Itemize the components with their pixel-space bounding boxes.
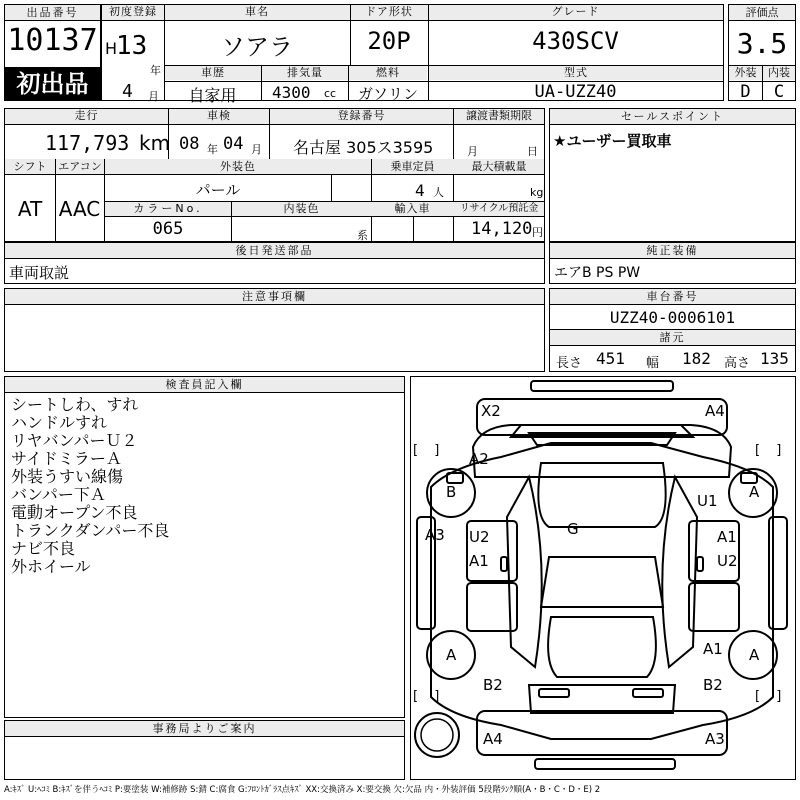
mark-u1: U1 — [697, 492, 718, 510]
capacity: 4 — [415, 181, 425, 200]
inspector-line: トランクダンパー不良 — [11, 521, 170, 540]
first-reg-month: 4 — [122, 81, 133, 102]
notes-label: 注意事項欄 — [5, 289, 544, 305]
chassis-label: 車台番号 — [550, 289, 795, 305]
plate-label: 登録番号 — [270, 109, 453, 123]
recycle-fee: 14,120 — [471, 219, 533, 239]
door-label: ドア形状 — [350, 5, 428, 19]
mark-a-rear-right: A — [749, 646, 760, 664]
mileage-unit: km — [139, 131, 171, 155]
notes-box — [4, 288, 545, 372]
mark-a2: A2 — [469, 450, 489, 468]
door-type: 20P — [367, 27, 411, 55]
equipment-label: 純正装備 — [550, 243, 795, 259]
first-reg-label: 初度登録 — [102, 5, 164, 19]
grade: 430SCV — [532, 27, 619, 55]
mark-a1-rear-right: A1 — [703, 640, 723, 658]
bracket-right-bottom: [ ] — [755, 689, 788, 704]
equipment-box — [549, 242, 796, 284]
mark-b2-left: B2 — [483, 676, 503, 694]
mileage: 117,793 — [45, 131, 130, 155]
mark-a3-rear: A3 — [705, 730, 725, 748]
score-box — [728, 4, 796, 101]
chassis-number: UZZ40-0006101 — [609, 308, 736, 327]
inspector-notes — [11, 396, 169, 576]
inspector-line: リヤバンパーＵ２ — [11, 431, 138, 450]
later-parts-label: 後日発送部品 — [5, 243, 544, 259]
grade-label: グレード — [428, 5, 723, 19]
height: 135 — [760, 349, 789, 368]
shift-label: シフト — [5, 160, 55, 174]
inspector-line: 外装うすい線傷 — [11, 467, 124, 486]
transfer-label: 譲渡書類期限 — [454, 109, 544, 123]
inspector-line: 電動オープン不良 — [11, 503, 138, 522]
width-label: 幅 — [646, 356, 660, 371]
ext-label: 外装 — [729, 66, 762, 80]
history-label: 車歴 — [165, 66, 261, 80]
listing-number-box — [4, 4, 101, 101]
ext-color-label: 外装色 — [105, 160, 371, 174]
inspector-line: ハンドルすれ — [11, 413, 108, 432]
first-reg-year: 13 — [116, 31, 148, 61]
displacement: 4300 — [272, 83, 311, 102]
sales-point: ★ユーザー買取車 — [553, 132, 672, 150]
car-name-label: 車名 — [164, 5, 350, 19]
inspection-label: 車検 — [169, 109, 269, 123]
mark-a4-front: A4 — [705, 402, 725, 420]
transfer-month-unit: 月 — [467, 145, 478, 158]
mark-u2-right: U2 — [717, 552, 738, 570]
inspector-box — [4, 376, 405, 718]
displacement-label: 排気量 — [262, 66, 348, 80]
length: 451 — [596, 349, 625, 368]
bracket-left-bottom: [ ] — [413, 689, 446, 704]
color-no-label: カラーNo. — [105, 202, 231, 216]
damage-diagram — [410, 376, 796, 780]
recycle-label: リサイクル預託金 — [454, 202, 544, 216]
plate-number: 名古屋 305ス3595 — [293, 138, 434, 157]
vehicle-detail-box — [4, 108, 545, 242]
mark-u2-left: U2 — [469, 528, 490, 546]
era: H — [105, 39, 118, 58]
ext-score: D — [740, 82, 751, 102]
color-no: 065 — [152, 219, 184, 239]
first-listing-badge: 初出品 — [5, 67, 100, 101]
inspector-label: 検査員記入欄 — [5, 377, 404, 393]
int-color-label: 内装色 — [232, 202, 371, 216]
mark-a1-left: A1 — [469, 552, 489, 570]
maxload-label: 最大積載量 — [454, 160, 544, 174]
score-label: 評価点 — [729, 5, 795, 21]
transfer-day-unit: 日 — [527, 145, 538, 158]
ac-label: エアコン — [56, 160, 104, 174]
shift: AT — [17, 197, 43, 221]
inspector-line: ナビ不良 — [11, 539, 76, 558]
capacity-unit: 人 — [433, 186, 444, 199]
inspector-line: サイドミラーＡ — [11, 449, 122, 468]
listing-number-label: 出品番号 — [5, 5, 100, 21]
sales-point-box — [549, 108, 796, 242]
legend: A:ｷｽﾞ U:ﾍｺﾐ B:ｷｽﾞを伴うﾍｺﾐ P:要塗装 W:補修跡 S:錆 C:腐食 G:ﾌﾛﾝﾄｶﾞﾗｽ点ｷｽﾞ XX:交換済み X:要交換 欠:欠品 内・外装評価 5段階ﾗﾝｸ順(A・B・C・D・E) 2 — [4, 785, 601, 795]
displacement-unit: cc — [324, 87, 337, 100]
maxload-unit: kg — [530, 186, 544, 199]
score: 3.5 — [736, 27, 788, 60]
mark-b2-right: B2 — [703, 676, 723, 694]
main-info-box — [101, 4, 724, 105]
office-box — [4, 720, 405, 780]
specs-label: 諸元 — [550, 330, 795, 346]
later-parts: 車両取説 — [9, 264, 70, 282]
ac: AAC — [58, 197, 101, 221]
inspection-month-unit: 月 — [251, 143, 262, 156]
mark-a3-left: A3 — [425, 526, 445, 544]
fuel: ガソリン — [357, 85, 418, 103]
month-unit: 月 — [148, 90, 159, 103]
int-color-unit: 系 — [357, 229, 368, 242]
listing-number: 10137 — [7, 23, 98, 58]
recycle-unit: 円 — [532, 226, 543, 239]
inspection-month: 04 — [223, 134, 244, 154]
later-parts-box — [4, 242, 545, 284]
car-name: ソアラ — [221, 33, 293, 61]
office-label: 事務局よりご案内 — [5, 721, 404, 737]
inspector-line: シートしわ、すれ — [11, 395, 139, 414]
import-label: 輸入車 — [372, 202, 453, 216]
mark-a-front-right: A — [749, 483, 760, 501]
int-score: C — [773, 82, 785, 102]
inspector-line: バンパー下Ａ — [11, 485, 106, 504]
int-label: 内装 — [763, 66, 795, 80]
mark-x2: X2 — [481, 402, 501, 420]
width: 182 — [682, 349, 711, 368]
history: 自家用 — [188, 86, 237, 105]
bracket-right-top: [ ] — [755, 443, 788, 458]
length-label: 長さ — [556, 356, 583, 371]
bracket-left-top: [ ] — [413, 443, 446, 458]
inspection-year-unit: 年 — [207, 143, 218, 156]
year-unit: 年 — [150, 64, 161, 77]
chassis-box — [549, 288, 796, 372]
equipment: エアB PS PW — [554, 265, 641, 281]
mark-a1-right: A1 — [717, 528, 737, 546]
ext-color: パール — [195, 181, 241, 199]
mark-g: G — [567, 520, 579, 538]
fuel-label: 燃料 — [349, 66, 427, 80]
mark-b-front-left: B — [446, 483, 457, 501]
car-outline — [411, 377, 795, 779]
capacity-label: 乗車定員 — [372, 160, 453, 174]
sales-point-label: セールスポイント — [550, 109, 795, 125]
height-label: 高さ — [724, 356, 751, 371]
mark-a-rear-left: A — [446, 646, 457, 664]
mileage-label: 走行 — [5, 109, 168, 123]
model-label: 型式 — [429, 66, 723, 80]
model: UA-UZZ40 — [534, 82, 617, 102]
inspection-year: 08 — [179, 134, 200, 154]
mark-a4-rear: A4 — [483, 730, 503, 748]
inspector-line: 外ホイール — [11, 557, 91, 576]
